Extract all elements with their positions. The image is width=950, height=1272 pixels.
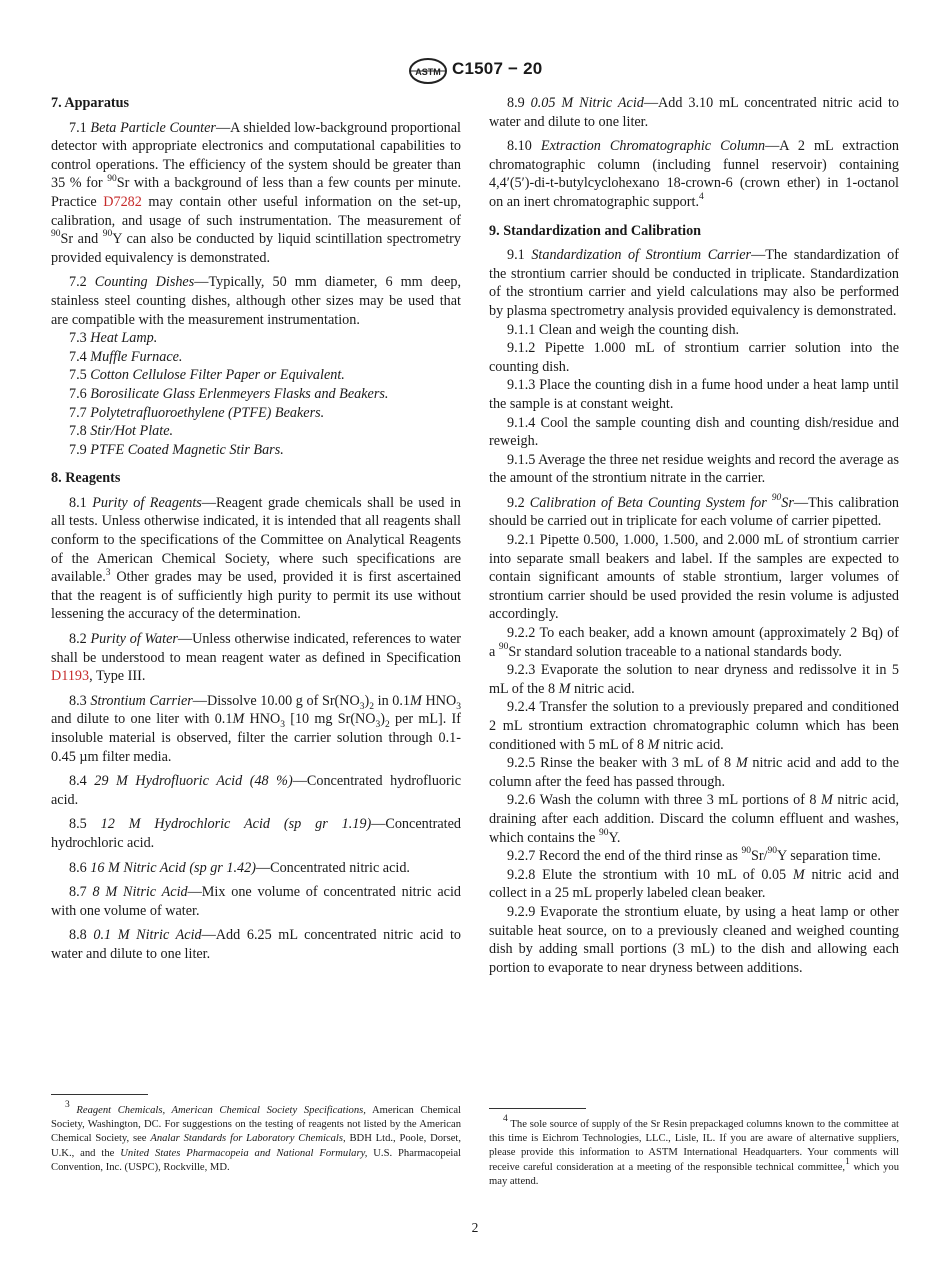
- page-header: [0, 58, 950, 86]
- paragraph-8-5: 8.5 12 M Hydrochloric Acid (sp gr 1.19)—Concentrated hydrochloric acid.: [51, 816, 462, 851]
- paragraph-8-10: 8.10 Extraction Chromatographic Column—A 2 mL extraction chromatographic column (including funnel reservoir) containing 4,4′(5′)-di-t-butylcyclohexano 18-crown-6 (crown ether) in 1-octanol on an inert chromatographic support.$^4$: [489, 138, 899, 210]
- section-7-title: 7. Apparatus: [51, 95, 130, 111]
- astm-logo-icon: [408, 58, 448, 84]
- section-8-title: 8. Reagents: [51, 470, 121, 487]
- page-number: 2: [471, 1220, 479, 1235]
- section-9-title: 9. Standardization and Calibration: [489, 222, 702, 239]
- footnote-4: $^4$ The sole source of supply of the Sr Resin prepackaged columns known to the committee at this time is Eichrom Technologies, LLC., Lisle, IL. If you are aware of alternative suppliers, please provide this information to ASTM International Headquarters. Your comments will receive careful consideration at a meeting of the responsible technical committee,$^1$ which you may attend.: [489, 1114, 899, 1187]
- list-item: 7.3 Heat Lamp.: [69, 330, 158, 347]
- paragraph-8-6: 8.6 16 M Nitric Acid (sp gr 1.42)—Concentrated nitric acid.: [69, 859, 410, 876]
- list-item: 7.9 PTFE Coated Magnetic Stir Bars.: [69, 441, 284, 458]
- step-9-2-8: 9.2.8 Elute the strontium with 10 mL of 0.05 M nitric acid and collect in a 25 mL properly labeled clean beaker.: [489, 866, 899, 902]
- paragraph-8-8: 8.8 0.1 M Nitric Acid—Add 6.25 mL concentrated nitric acid to water and dilute to one liter.: [51, 927, 462, 962]
- left-column: [51, 94, 461, 964]
- step-9-2-4: 9.2.4 Transfer the solution to a previously prepared and conditioned 2 mL strontium extraction chromatographic column which has been conditioned with 5 mL of 8 M nitric acid.: [489, 699, 899, 753]
- step-9-2-5: 9.2.5 Rinse the beaker with 3 mL of 8 M nitric acid and add to the column after the feed has passed through.: [489, 755, 899, 790]
- footnote-divider-left: [51, 1094, 148, 1095]
- paragraph-7-1: 7.1 Beta Particle Counter—A shielded low-background proportional detector with appropriate electronics and computational capabilities to control operations. The efficiency of the system should be greater than 35 % for $^{90}$Sr with a background of less than a few counts per minute. Practice D7282 may contain other useful information on the set-up, calibration, and usage of such instrumentation. The measurement of $^{90}$Sr and $^{90}$Y can also be conducted by liquid scintillation spectrometry provided equivalency is demonstrated.: [51, 119, 462, 266]
- paragraph-9-2: 9.2 Calibration of Beta Counting System for $^{90}$Sr—This calibration should be carried out in triplicate for each volume of carrier pipetted.: [489, 493, 900, 530]
- document-id: C1507 − 20: [452, 59, 543, 78]
- paragraph-8-4: 8.4 29 M Hydrofluoric Acid (48 %)—Concentrated hydrofluoric acid.: [51, 773, 461, 808]
- step-9-2-7: 9.2.7 Record the end of the third rinse as $^{90}$Sr/$^{90}$Y separation time.: [507, 846, 881, 865]
- step-9-2-9: 9.2.9 Evaporate the strontium eluate, by using a heat lamp or other suitable heat source, on to a previously cleaned and weighed counting dish by adding small portions (3 mL) to the dish and allowing each portion to evaporate to near dryness between additions.: [489, 903, 899, 976]
- step-9-2-1: 9.2.1 Pipette 0.500, 1.000, 1.500, and 2.000 mL of strontium carrier into separate small beakers and label. If the samples are expected to contain significant amounts of stable strontium, larger volumes of strontium carrier should be used provided the resin volume is adjusted accordingly.: [489, 532, 899, 623]
- paragraph-9-1: 9.1 Standardization of Strontium Carrier—The standardization of the strontium carrier should be conducted in triplicate. Standardization of the strontium carrier and yield calculations may also be performed by plasma spectrometry analysis provided equivalency is demonstrated.: [489, 247, 899, 319]
- footnote-divider-right: [489, 1108, 586, 1109]
- paragraph-7-2: 7.2 Counting Dishes—Typically, 50 mm diameter, 6 mm deep, stainless steel counting dishes, although other sizes may be used that are compatible with the measurement instrumentation.: [51, 274, 462, 328]
- list-item: 7.7 Polytetrafluoroethylene (PTFE) Beakers.: [69, 404, 325, 421]
- specification-d1193-link[interactable]: D1193: [51, 668, 90, 685]
- step-9-1-2: 9.1.2 Pipette 1.000 mL of strontium carrier solution into the counting dish.: [489, 340, 899, 375]
- list-item: 7.8 Stir/Hot Plate.: [69, 423, 174, 440]
- step-9-2-3: 9.2.3 Evaporate the solution to near dryness and redissolve it in 5 mL of the 8 M nitric acid.: [489, 662, 899, 697]
- right-column: [489, 94, 899, 977]
- step-9-2-2: 9.2.2 To each beaker, add a known amount (approximately 2 Bq) of a $^{90}$Sr standard solution traceable to a national standards body.: [489, 625, 899, 660]
- paragraph-8-9: 8.9 0.05 M Nitric Acid—Add 3.10 mL concentrated nitric acid to water and dilute to one liter.: [489, 95, 899, 130]
- list-item: 7.4 Muffle Furnace.: [69, 348, 183, 365]
- practice-d7282-link[interactable]: D7282: [103, 193, 142, 210]
- step-9-1-1: 9.1.1 Clean and weigh the counting dish.: [507, 321, 740, 338]
- paragraph-8-3: 8.3 Strontium Carrier—Dissolve 10.00 g of $Sr(NO_3)_2$ in 0.1M $HNO_3$ and dilute to one liter with 0.1M $HNO_3$ [10 mg $Sr(NO_3)_2$ per mL]. If insoluble material is observed, filter the carrier solution through 0.1-0.45 µm filter media.: [51, 692, 461, 765]
- list-item: 7.5 Cotton Cellulose Filter Paper or Equivalent.: [69, 367, 345, 384]
- paragraph-8-7: 8.7 8 M Nitric Acid—Mix one volume of concentrated nitric acid with one volume of water.: [51, 884, 461, 919]
- step-9-1-3: 9.1.3 Place the counting dish in a fume hood under a heat lamp until the sample is at constant weight.: [489, 377, 899, 412]
- step-9-2-6: 9.2.6 Wash the column with three 3 mL portions of 8 M nitric acid, draining after each addition. Discard the column effluent and washes, which contains the $^{90}$Y.: [489, 792, 899, 846]
- step-9-1-4: 9.1.4 Cool the sample counting dish and counting dish/residue and reweigh.: [489, 414, 899, 450]
- step-9-1-5: 9.1.5 Average the three net residue weights and record the average as the amount of the strontium nitrate in the carrier.: [489, 451, 899, 487]
- paragraph-8-1: 8.1 Purity of Reagents—Reagent grade chemicals shall be used in all tests. Unless otherwise indicated, it is intended that all reagents shall conform to the specifications of the Committee on Analytical Reagents of the American Chemical Society, where such specifications are available.$^3$ Other grades may be used, provided it is first ascertained that the reagent is of sufficiently high purity to permit its use without lessening the accuracy of the determination.: [51, 494, 461, 623]
- svg-text:ASTM: ASTM: [415, 67, 441, 77]
- footnote-3: $^3$ Reagent Chemicals, American Chemical Society Specifications, American Chemical Society, Washington, DC. For suggestions on the testing of reagents not listed by the American Chemical Society, see Analar Standards for Laboratory Chemicals, BDH Ltd., Poole, Dorset, U.K., and the United States Pharmacopeia and National Formulary, U.S. Pharmacopeial Convention, Inc. (USPC), Rockville, MD.: [51, 1100, 461, 1173]
- paragraph-8-2: 8.2 Purity of Water—Unless otherwise indicated, references to water shall be understood to mean reagent water as defined in Specification D1193, Type III.: [51, 631, 462, 685]
- list-item: 7.6 Borosilicate Glass Erlenmeyers Flasks and Beakers.: [69, 385, 389, 402]
